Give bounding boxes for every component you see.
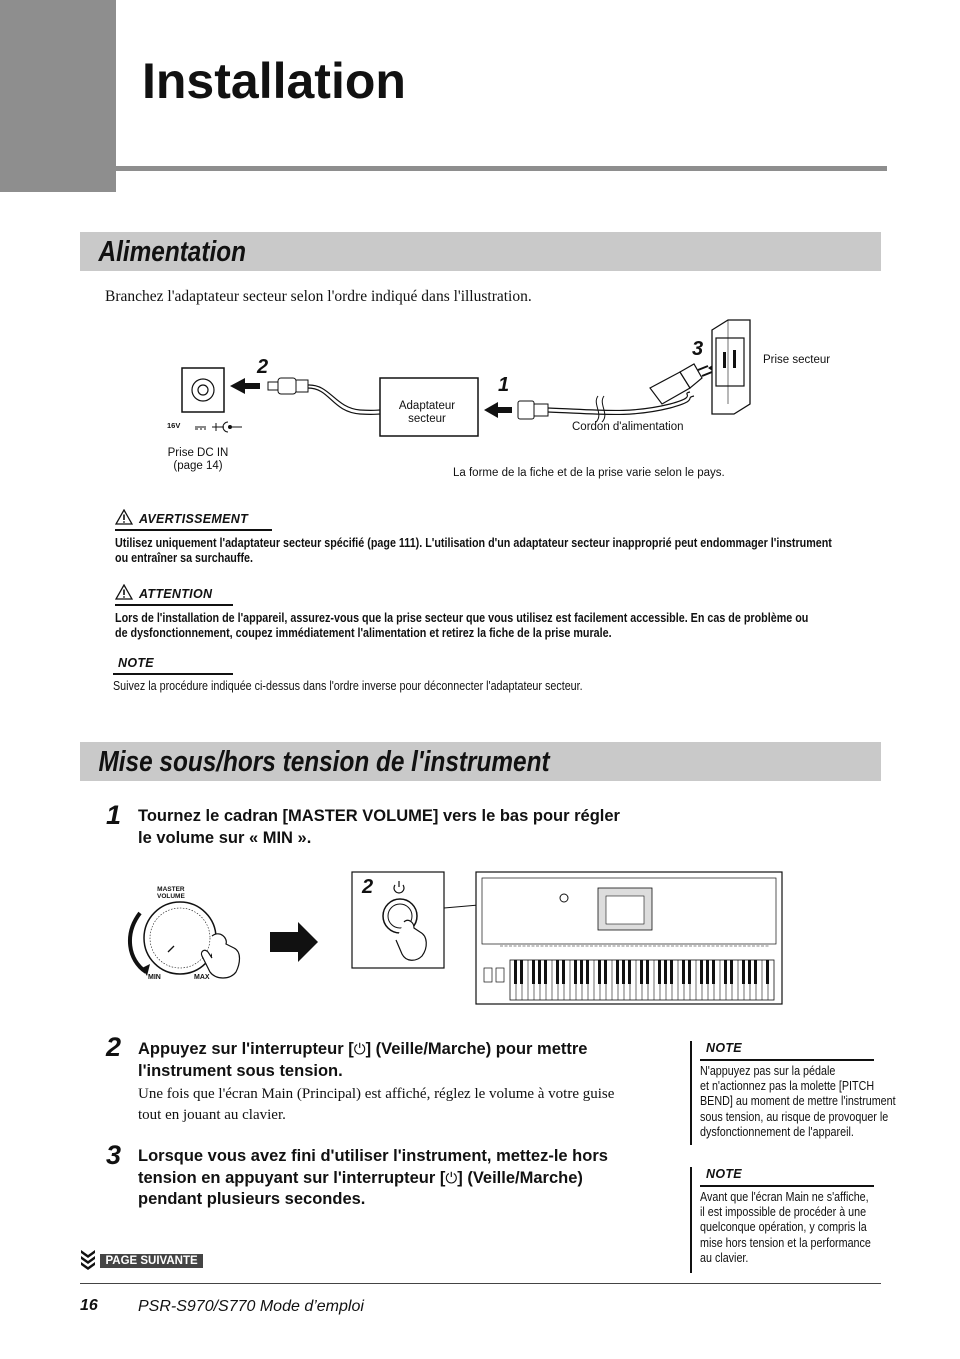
master-volume-label: MASTER VOLUME	[157, 886, 185, 900]
callout-1: 1	[498, 374, 510, 396]
chapter-tab	[0, 0, 116, 192]
step-2-text: Appuyez sur l'interrupteur [⏻] (Veille/Marche) pour mettre l'instrument sous tension.	[138, 1040, 588, 1080]
max-label: MAX	[194, 974, 210, 981]
arrow-right-icon	[270, 922, 318, 962]
polarity-symbol	[195, 422, 242, 432]
arrow-icon	[230, 378, 260, 394]
page-title: Installation	[142, 53, 406, 109]
step-2-description: Une fois que l'écran Main (Principal) est affiché, réglez le volume à votre guise tout en jouant au clavier.	[138, 1086, 615, 1123]
arrow-icon	[484, 402, 512, 418]
caution-text: Lors de l'installation de l'appareil, assurez-vous que la prise secteur que vous utilisez est facilement accessible. En cas de problème ou de dysfonctionnement, coupez immédiatement l'alimentation et retirez la fiche de la prise murale.	[115, 611, 809, 640]
manual-title: PSR-S970/S770 Mode d’emploi	[138, 1298, 364, 1315]
title-rule	[116, 166, 887, 171]
page-number: 16	[80, 1297, 98, 1314]
label-plug-note: La forme de la fiche et de la prise varie selon le pays.	[453, 467, 725, 479]
label-cord: Cordon d'alimentation	[572, 421, 684, 433]
note-heading: NOTE	[118, 656, 154, 670]
warning-text: Utilisez uniquement l'adaptateur secteur spécifié (page 111). L'utilisation d'un adaptateur secteur inapproprié peut endommager l'instrument ou entraîner sa surchauffe.	[115, 536, 832, 565]
standby-icon: ⏻	[353, 1040, 366, 1058]
caution-triangle-icon	[115, 584, 133, 600]
standby-icon: ⏻	[445, 1168, 458, 1187]
section-heading-power	[80, 742, 881, 781]
step-number: 2	[106, 1032, 122, 1062]
section-heading-alimentation	[80, 232, 881, 271]
warning-triangle-icon	[115, 509, 133, 525]
power-on-illustration	[120, 868, 790, 1010]
step-3-text: Lorsque vous avez fini d'utiliser l'instrument, mettez-le hors tension en appuyant sur l'interrupteur [⏻] (Veille/Marche) pendant plusieurs secondes.	[138, 1147, 608, 1208]
note-heading: NOTE	[706, 1167, 742, 1181]
label-adapter: Adaptateur secteur	[398, 400, 456, 425]
intro-text: Branchez l'adaptateur secteur selon l'ordre indiqué dans l'illustration.	[105, 288, 532, 305]
side-note-2	[690, 1167, 878, 1273]
side-note-2-text: Avant que l'écran Main ne s'affiche, il est impossible de procéder à une quelconque opération, y compris la mise hors tension et la performance au clavier.	[700, 1190, 871, 1265]
chevron-down-icon	[80, 1249, 96, 1271]
side-note-1-text: N'appuyez pas sur la pédale et n'actionnez pas la molette [PITCH BEND] au moment de mettre l'instrument sous tension, au risque de provoquer le dysfonctionnement de l'appareil.	[700, 1064, 896, 1139]
callout-2: 2	[362, 876, 374, 898]
note-heading: NOTE	[706, 1041, 742, 1055]
label-16v: 16V	[167, 421, 181, 430]
next-page-label: PAGE SUIVANTE	[100, 1254, 202, 1268]
step-number: 3	[106, 1140, 122, 1170]
section-heading-text: Alimentation	[98, 236, 247, 268]
section-heading-text: Mise sous/hors tension de l'instrument	[98, 746, 550, 778]
dc-in-jack	[182, 368, 224, 412]
next-page-marker[interactable]	[80, 1249, 203, 1271]
footer-rule	[80, 1283, 881, 1284]
callout-2: 2	[257, 356, 269, 378]
warning-heading: AVERTISSEMENT	[139, 512, 249, 526]
label-outlet: Prise secteur	[763, 354, 831, 366]
step-1-text: Tournez le cadran [MASTER VOLUME] vers le bas pour régler le volume sur « MIN ».	[138, 807, 620, 847]
note-text: Suivez la procédure indiquée ci-dessus dans l'ordre inverse pour déconnecter l'adaptateur secteur.	[113, 679, 583, 693]
step-number: 1	[106, 800, 122, 830]
callout-3: 3	[692, 338, 704, 360]
caution-heading: ATTENTION	[139, 587, 213, 601]
side-note-1	[690, 1041, 896, 1145]
min-label: MIN	[148, 974, 161, 981]
label-dc-in: Prise DC IN (page 14)	[167, 447, 229, 472]
keyboard-drawing	[476, 872, 782, 1004]
